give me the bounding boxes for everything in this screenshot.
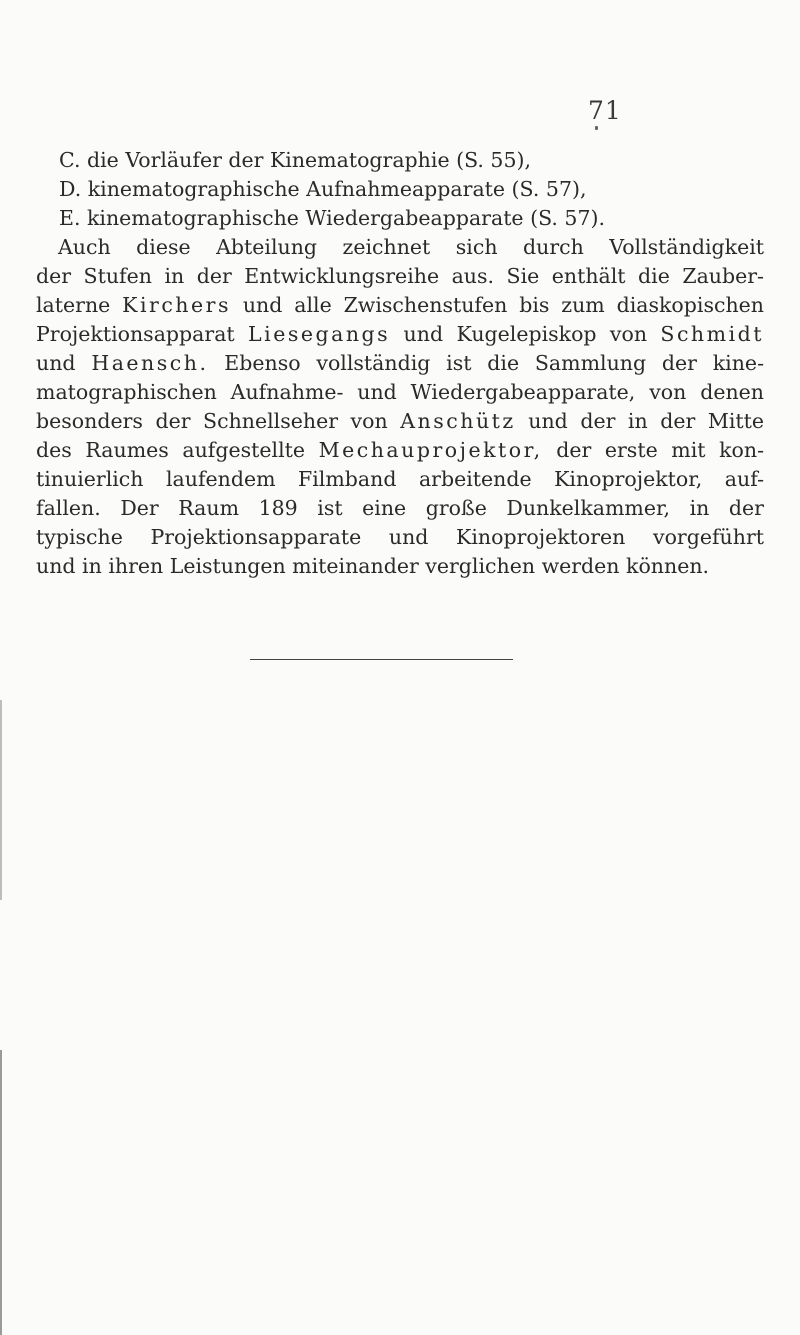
paragraph-line: Auch diese Abteilung zeichnet sich durch Vollständigkeit (58, 235, 764, 259)
person-name: Schmidt (660, 322, 764, 346)
text-run: und Kugelepiskop von (390, 322, 661, 346)
list-item: C. die Vorläufer der Kinematographie (S. 55), (59, 148, 532, 172)
paragraph-line (36, 349, 764, 378)
text-run: Ebenso vollständig ist die Sammlung der kine- (208, 351, 764, 375)
paragraph-line: der Stufen in der Entwicklungsreihe aus. Sie enthält die Zauber- (36, 264, 764, 288)
paragraph-line: tinuierlich laufendem Filmband arbeitende Kinoprojektor, auf- (36, 467, 764, 491)
text-run: besonders der Schnellseher von (36, 409, 401, 433)
list-item: D. kinematographische Aufnahmeapparate (S. 57), (59, 177, 587, 201)
person-name: Anschütz (400, 409, 516, 433)
paragraph-line: matographischen Aufnahme- und Wiedergabeapparate, von denen (36, 380, 764, 404)
scan-edge-mark (0, 1050, 2, 1335)
list-item: E. kinematographische Wiedergabeapparate (S. 57). (59, 206, 606, 230)
paragraph-line: typische Projektionsapparate und Kinoprojektoren vorgeführt (36, 525, 764, 549)
paragraph-line: und in ihren Leistungen miteinander verglichen werden können. (36, 554, 710, 578)
text-run: der erste mit kon- (542, 438, 764, 462)
page-number: 71 (588, 96, 622, 125)
paragraph-line: fallen. Der Raum 189 ist eine große Dunkelkammer, in der (36, 496, 764, 520)
body-paragraph (36, 233, 764, 581)
section-divider (250, 659, 513, 660)
paragraph-line (36, 320, 764, 349)
paragraph-line (36, 291, 764, 320)
text-run: und der in der Mitte (515, 409, 764, 433)
paragraph-line (36, 436, 764, 465)
text-run: des Raumes aufgestellte (36, 438, 319, 462)
text-run: und alle Zwischenstufen bis zum diaskopischen (230, 293, 764, 317)
text-run: laterne (36, 293, 123, 317)
text-run: Projektionsapparat (36, 322, 249, 346)
person-name: Liesegangs (248, 322, 391, 346)
scan-edge-mark (0, 700, 2, 900)
person-name: Haensch. (91, 351, 209, 375)
print-speck (595, 126, 598, 130)
person-name: Mechauprojektor, (318, 438, 543, 462)
section-list (59, 146, 759, 233)
text-run: und (36, 351, 92, 375)
person-name: Kirchers (122, 293, 231, 317)
paragraph-line (36, 407, 764, 436)
